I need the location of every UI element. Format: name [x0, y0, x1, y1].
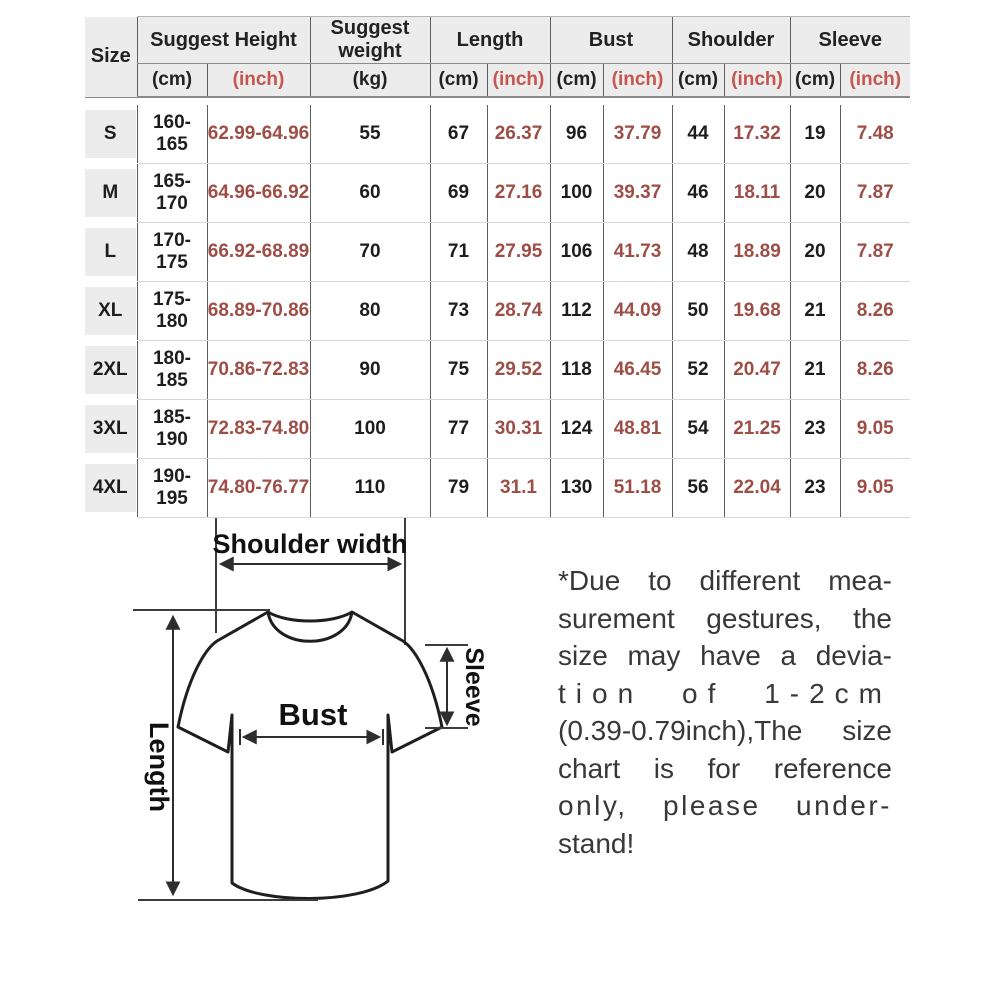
cell-length-cm: 75	[430, 341, 487, 400]
unit-bust-cm: (cm)	[550, 64, 603, 98]
bust-label: Bust	[278, 697, 348, 732]
table-row	[85, 223, 910, 282]
unit-sleeve-inch: (inch)	[840, 64, 910, 98]
header-group-row	[85, 17, 910, 64]
cell-sleeve-inch: 8.26	[840, 282, 910, 341]
cell-shoulder-inch: 17.32	[724, 105, 790, 164]
measurement-disclaimer	[558, 562, 892, 862]
cell-shoulder-cm: 44	[672, 105, 724, 164]
cell-height-cm: 170-175	[137, 223, 207, 282]
cell-sleeve-cm: 23	[790, 400, 840, 459]
note-line: size may have a devia-	[558, 640, 892, 671]
cell-shoulder-cm: 48	[672, 223, 724, 282]
cell-weight-kg: 110	[310, 459, 430, 518]
cell-length-inch: 28.74	[487, 282, 550, 341]
cell-height-cm: 185-190	[137, 400, 207, 459]
cell-weight-kg: 70	[310, 223, 430, 282]
header-body-gap	[85, 97, 910, 105]
cell-length-inch: 29.52	[487, 341, 550, 400]
cell-shoulder-cm: 52	[672, 341, 724, 400]
col-header-bust: Bust	[550, 17, 672, 64]
cell-length-cm: 73	[430, 282, 487, 341]
cell-shoulder-cm: 56	[672, 459, 724, 518]
tshirt-measurement-diagram	[110, 505, 530, 985]
cell-sleeve-cm: 23	[790, 459, 840, 518]
cell-shoulder-cm: 54	[672, 400, 724, 459]
cell-bust-cm: 106	[550, 223, 603, 282]
unit-length-inch: (inch)	[487, 64, 550, 98]
cell-sleeve-inch: 7.87	[840, 164, 910, 223]
cell-bust-cm: 130	[550, 459, 603, 518]
unit-length-cm: (cm)	[430, 64, 487, 98]
cell-shoulder-cm: 46	[672, 164, 724, 223]
cell-shoulder-inch: 19.68	[724, 282, 790, 341]
cell-weight-kg: 100	[310, 400, 430, 459]
cell-sleeve-cm: 19	[790, 105, 840, 164]
cell-sleeve-inch: 7.87	[840, 223, 910, 282]
cell-height-cm: 180-185	[137, 341, 207, 400]
unit-weight-kg: (kg)	[310, 64, 430, 98]
cell-bust-inch: 39.37	[603, 164, 672, 223]
cell-length-cm: 67	[430, 105, 487, 164]
cell-sleeve-cm: 20	[790, 164, 840, 223]
cell-height-cm: 175-180	[137, 282, 207, 341]
length-label: Length	[144, 722, 174, 812]
col-header-sleeve: Sleeve	[790, 17, 910, 64]
cell-length-cm: 69	[430, 164, 487, 223]
cell-bust-inch: 37.79	[603, 105, 672, 164]
cell-length-inch: 26.37	[487, 105, 550, 164]
cell-bust-inch: 46.45	[603, 341, 672, 400]
cell-sleeve-inch: 8.26	[840, 341, 910, 400]
table-row	[85, 164, 910, 223]
size-label: XL	[85, 287, 136, 335]
size-label: L	[85, 228, 136, 276]
size-label: S	[85, 110, 136, 158]
note-line: stand!	[558, 827, 635, 859]
cell-length-cm: 79	[430, 459, 487, 518]
unit-sleeve-cm: (cm)	[790, 64, 840, 98]
size-label: 3XL	[85, 405, 136, 453]
cell-height-inch: 74.80-76.77	[207, 459, 310, 518]
header-units-row	[85, 64, 910, 98]
note-line: only, please under-	[558, 790, 892, 821]
cell-bust-cm: 100	[550, 164, 603, 223]
cell-length-inch: 31.1	[487, 459, 550, 518]
sleeve-label: Sleeve	[460, 647, 488, 727]
cell-bust-cm: 112	[550, 282, 603, 341]
cell-length-inch: 27.95	[487, 223, 550, 282]
size-label: 4XL	[85, 464, 136, 512]
cell-bust-cm: 124	[550, 400, 603, 459]
cell-height-inch: 72.83-74.80	[207, 400, 310, 459]
col-header-size: Size	[85, 17, 137, 98]
col-header-suggest-weight: Suggest weight	[310, 17, 430, 64]
cell-shoulder-cm: 50	[672, 282, 724, 341]
unit-shoulder-cm: (cm)	[672, 64, 724, 98]
note-line: (0.39-0.79inch),The size	[558, 715, 892, 746]
cell-length-inch: 27.16	[487, 164, 550, 223]
cell-shoulder-inch: 18.11	[724, 164, 790, 223]
table-row	[85, 341, 910, 400]
cell-sleeve-inch: 7.48	[840, 105, 910, 164]
col-header-length: Length	[430, 17, 550, 64]
size-label: M	[85, 169, 136, 217]
cell-bust-inch: 44.09	[603, 282, 672, 341]
cell-height-cm: 165-170	[137, 164, 207, 223]
note-line: chart is for reference	[558, 752, 892, 784]
cell-height-inch: 62.99-64.96	[207, 105, 310, 164]
cell-bust-inch: 41.73	[603, 223, 672, 282]
col-header-shoulder: Shoulder	[672, 17, 790, 64]
cell-length-cm: 71	[430, 223, 487, 282]
table-row	[85, 282, 910, 341]
table-row	[85, 105, 910, 164]
cell-length-cm: 77	[430, 400, 487, 459]
cell-length-inch: 30.31	[487, 400, 550, 459]
cell-height-inch: 66.92-68.89	[207, 223, 310, 282]
tshirt-outline	[178, 612, 442, 899]
unit-bust-inch: (inch)	[603, 64, 672, 98]
table-row	[85, 400, 910, 459]
note-line: *Due to different mea-	[558, 565, 892, 596]
unit-height-cm: (cm)	[137, 64, 207, 98]
size-table	[85, 16, 910, 518]
cell-sleeve-cm: 21	[790, 341, 840, 400]
cell-bust-inch: 51.18	[603, 459, 672, 518]
cell-sleeve-inch: 9.05	[840, 400, 910, 459]
cell-weight-kg: 80	[310, 282, 430, 341]
col-header-suggest-height: Suggest Height	[137, 17, 310, 64]
cell-height-cm: 160-165	[137, 105, 207, 164]
cell-bust-cm: 96	[550, 105, 603, 164]
size-label: 2XL	[85, 346, 136, 394]
cell-sleeve-cm: 21	[790, 282, 840, 341]
cell-shoulder-inch: 21.25	[724, 400, 790, 459]
cell-height-inch: 68.89-70.86	[207, 282, 310, 341]
cell-weight-kg: 60	[310, 164, 430, 223]
unit-height-inch: (inch)	[207, 64, 310, 98]
cell-weight-kg: 90	[310, 341, 430, 400]
cell-shoulder-inch: 18.89	[724, 223, 790, 282]
cell-sleeve-inch: 9.05	[840, 459, 910, 518]
shoulder-width-label: Shoulder width	[212, 529, 408, 559]
cell-height-inch: 64.96-66.92	[207, 164, 310, 223]
cell-height-cm: 190-195	[137, 459, 207, 518]
cell-bust-cm: 118	[550, 341, 603, 400]
cell-height-inch: 70.86-72.83	[207, 341, 310, 400]
cell-weight-kg: 55	[310, 105, 430, 164]
note-line: surement gestures, the	[558, 602, 892, 634]
cell-shoulder-inch: 22.04	[724, 459, 790, 518]
cell-sleeve-cm: 20	[790, 223, 840, 282]
cell-shoulder-inch: 20.47	[724, 341, 790, 400]
note-line: tion of 1-2cm	[558, 677, 892, 709]
unit-shoulder-inch: (inch)	[724, 64, 790, 98]
cell-bust-inch: 48.81	[603, 400, 672, 459]
